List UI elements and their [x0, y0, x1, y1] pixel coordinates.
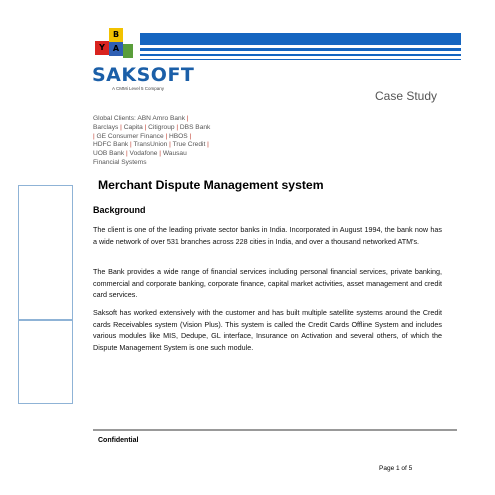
client-name: Vodafone: [129, 150, 158, 158]
client-name: HBOS: [169, 132, 188, 140]
client-name: TransUnion: [133, 141, 168, 149]
confidential-label: Confidential: [98, 437, 139, 444]
global-clients-list: [93, 115, 211, 168]
clients-intro: Global Clients:: [93, 115, 138, 122]
client-separator: |: [167, 141, 173, 149]
company-logo-tagline: A CMMi Level 5 Company: [112, 86, 165, 91]
document-title: Merchant Dispute Management system: [98, 178, 324, 192]
client-name: Barclays: [93, 123, 119, 131]
page-number: Page 1 of 5: [379, 465, 413, 472]
client-separator: |: [128, 141, 134, 149]
company-logo-wordmark: SAKSOFT: [92, 64, 195, 86]
sidebar-frame-bottom: [18, 319, 73, 404]
client-separator: |: [142, 123, 149, 131]
client-name: ABN Amro Bank: [137, 115, 185, 122]
client-separator: |: [93, 132, 97, 140]
company-logo-blocks: [95, 28, 137, 68]
logo-block-red: Y: [95, 41, 109, 55]
case-study-label: Case Study: [375, 89, 438, 103]
client-name: Capita: [123, 123, 143, 131]
paragraph: The client is one of the leading private sector banks in India. Incorporated in August 1994, the bank now has a wide network of over 531 branches across 228 cities in India, and over a thousand networked ATM's.: [93, 225, 442, 246]
logo-block-green: [123, 44, 133, 58]
header-stripe: [140, 33, 461, 45]
client-separator: |: [124, 150, 130, 158]
header-stripe: [140, 48, 461, 51]
client-name: Wausau Financial Systems: [93, 150, 187, 166]
logo-block-yellow: B: [109, 28, 123, 42]
logo-block-blue: A: [109, 42, 123, 56]
client-separator: |: [163, 132, 170, 140]
header-stripe: [140, 59, 461, 60]
client-name: Citigroup: [148, 123, 175, 131]
client-separator: |: [187, 132, 192, 140]
client-separator: |: [174, 123, 180, 131]
client-name: True Credit: [172, 141, 206, 149]
client-name: GE Consumer Finance: [96, 132, 164, 140]
section-heading: Background: [93, 205, 146, 215]
client-name: HDFC Bank: [93, 141, 129, 149]
client-separator: |: [157, 150, 163, 158]
client-name: UOB Bank: [93, 150, 125, 158]
paragraph: Saksoft has worked extensively with the customer and has built multiple satellite systems around the Credit cards Receivables system (Vision Plus). This system is called the Credit Cards Offline System and includes various modules like MIS, Dedupe, GL interface, Insurance on Activation and several others, of which the Dispute Management System is one such module.: [93, 308, 442, 353]
footer-divider: [93, 429, 457, 431]
client-separator: |: [118, 123, 124, 131]
client-separator: |: [205, 141, 209, 149]
paragraph: The Bank provides a wide range of financial services including personal financial services, private banking, commercial and corporate banking, corporate finance, capital market activities, asset management and credit card services.: [93, 267, 442, 300]
client-separator: |: [185, 115, 189, 122]
sidebar-frame-top: [18, 185, 73, 321]
header-stripes: [140, 33, 461, 60]
client-name: DBS Bank: [179, 123, 211, 131]
header-stripe: [140, 54, 461, 56]
